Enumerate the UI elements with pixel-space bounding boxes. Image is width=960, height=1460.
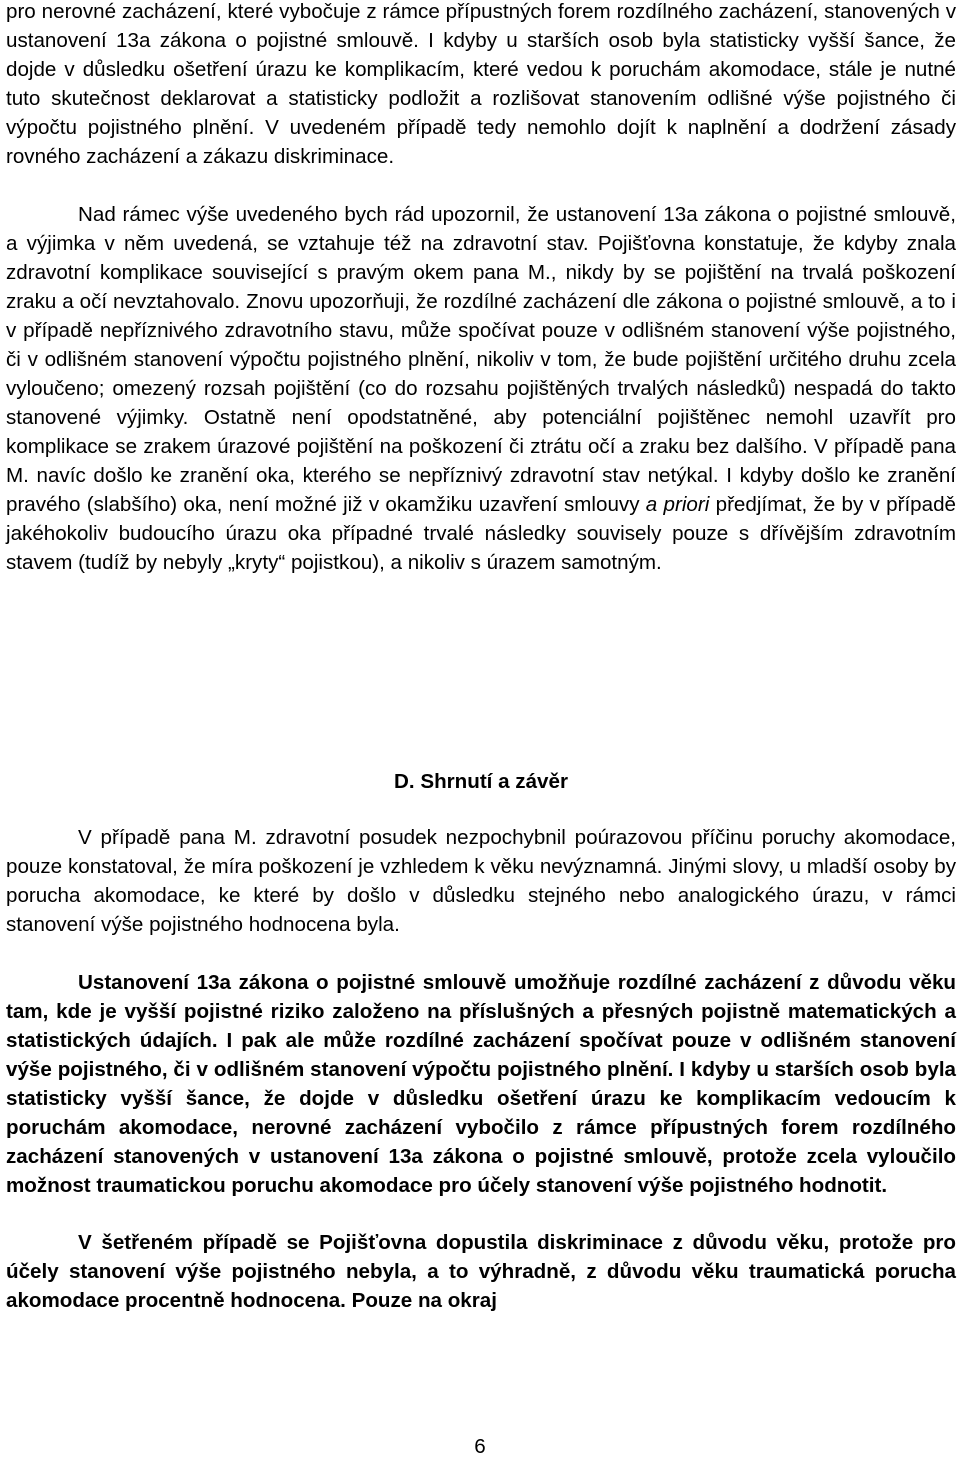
- summary-section: [6, 823, 956, 1315]
- paragraph-health-status-text-a: Nad rámec výše uvedeného bych rád upozornil, že ustanovení 13a zákona o pojistné smlouvě, a výjimka v něm uvedená, se vztahuje též na zdravotní stav. Pojišťovna konstatuje, že kdyby znala zdravotní komplikace související s pravým okem pana M., nikdy by se pojištění na trvalá poškození zraku a očí nevztahovalo. Znovu upozorňuji, že rozdílné zacházení dle zákona o pojistné smlouvě, a to i v případě nepříznivého zdravotního stavu, může spočívat pouze v odlišném stanovení výše pojistného, či v odlišném stanovení výpočtu pojistného plnění, nikoliv v tom, že bude pojištění určitého druhu zcela vyloučeno; omezený rozsah pojištění (co do rozsahu pojištěných trvalých následků) nespadá do takto stanovené výjimky. Ostatně není opodstatněné, aby potenciální pojištěnec nemohl uzavřít pro komplikace se zrakem úrazové pojištění na poškození či ztrátu očí a zraku bez dalšího. V případě pana M. navíc došlo ke zranění oka, kterého se nepříznivý zdravotní stav netýkal. I kdyby došlo ke zranění pravého (slabšího) oka, není možné již v okamžiku uzavření smlouvy: [6, 203, 956, 516]
- page-number: 6: [474, 1435, 486, 1458]
- summary-paragraph-1: V případě pana M. zdravotní posudek nezpochybnil poúrazovou příčinu poruchy akomodace, pouze konstatoval, že míra poškození je vzhledem k věku nevýznamná. Jinými slovy, u mladší osoby by porucha akomodace, ke které by došlo v důsledku stejného nebo analogického úrazu, v rámci stanovení výše pojistného hodnocena byla.: [6, 826, 956, 936]
- italic-phrase: a priori: [645, 493, 710, 516]
- paragraph-health-status: [6, 200, 956, 577]
- section-heading: D. Shrnutí a závěr: [394, 770, 568, 793]
- summary-paragraph-3: V šetřeném případě se Pojišťovna dopustila diskriminace z důvodu věku, protože pro účely stanovení výše pojistného nebyla, a to výhradně, z důvodu věku traumatická porucha akomodace procentně hodnocena. Pouze na okraj: [6, 1231, 956, 1312]
- paragraph-health-status-text-b: předjímat, že by v případě jakéhokoliv budoucího úrazu oka případné trvalé následky souvisely pouze s dřívějším zdravotním stavem (tudíž by nebyly „kryty“ pojistkou), a nikoliv s úrazem samotným.: [6, 493, 956, 574]
- paragraph-continuation: pro nerovné zacházení, které vybočuje z rámce přípustných forem rozdílného zacházení, stanovených v ustanovení 13a zákona o pojistné smlouvě. I kdyby u starších osob byla statisticky vyšší šance, že dojde v důsledku ošetření úrazu ke komplikacím, které vedou k poruchám akomodace, stále je nutné tuto skutečnost deklarovat a statisticky podložit a rozlišovat stanovením odlišné výše pojistného či výpočtu pojistného plnění. V uvedeném případě tedy nemohlo dojít k naplnění a dodržení zásady rovného zacházení a zákazu diskriminace.: [6, 0, 956, 168]
- summary-paragraph-2: Ustanovení 13a zákona o pojistné smlouvě umožňuje rozdílné zacházení z důvodu věku tam, kde je vyšší pojistné riziko založeno na příslušných a přesných pojistně matematických a statistických údajích. I pak ale může rozdílné zacházení spočívat pouze v odlišném stanovení výše pojistného, či v odlišném stanovení výpočtu pojistného plnění. I kdyby u starších osob byla statisticky vyšší šance, že dojde v důsledku ošetření úrazu ke komplikacím vedoucím k poruchám akomodace, nerovné zacházení vybočilo z rámce přípustných forem rozdílného zacházení stanovených v ustanovení 13a zákona o pojistné smlouvě, protože zcela vyloučilo možnost traumatickou poruchu akomodace pro účely stanovení výše pojistného hodnotit.: [6, 971, 956, 1197]
- document-page: [6, 0, 956, 1312]
